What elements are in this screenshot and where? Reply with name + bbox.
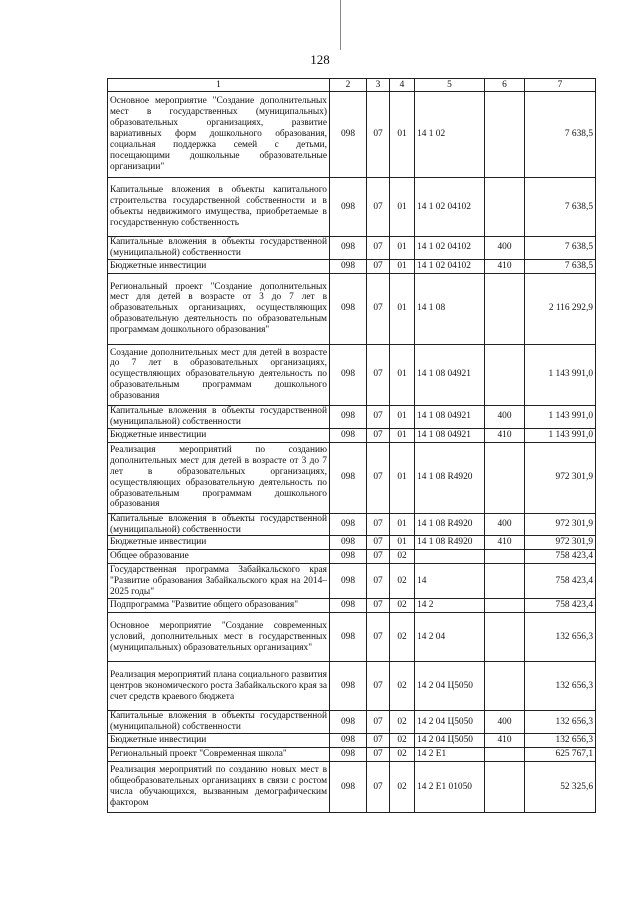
- expense-type-code: [485, 178, 525, 237]
- subsection-code: 01: [390, 344, 415, 405]
- section-code: 07: [367, 550, 390, 564]
- expense-type-code: 410: [485, 536, 525, 550]
- expense-type-code: [485, 550, 525, 564]
- item-name: Капитальные вложения в объекты государственной (муниципальной) собственности: [108, 237, 330, 260]
- target-article-code: 14 1 02 04102: [415, 237, 485, 260]
- section-code: 07: [367, 564, 390, 599]
- item-name: Общее образование: [108, 550, 330, 564]
- ministry-code: 098: [330, 748, 367, 762]
- expense-type-code: 400: [485, 405, 525, 428]
- item-name: Региональный проект "Современная школа": [108, 748, 330, 762]
- ministry-code: 098: [330, 237, 367, 260]
- amount: 132 656,3: [525, 613, 596, 662]
- ministry-code: 098: [330, 564, 367, 599]
- amount: 132 656,3: [525, 662, 596, 711]
- ministry-code: 098: [330, 178, 367, 237]
- section-code: 07: [367, 613, 390, 662]
- item-name: Бюджетные инвестиции: [108, 734, 330, 748]
- target-article-code: 14 1 08 04921: [415, 405, 485, 428]
- ministry-code: 098: [330, 428, 367, 442]
- table-row: [108, 599, 596, 613]
- section-code: 07: [367, 178, 390, 237]
- target-article-code: 14 1 08: [415, 273, 485, 344]
- amount: 7 638,5: [525, 178, 596, 237]
- target-article-code: 14 1 08 04921: [415, 344, 485, 405]
- budget-table: [107, 78, 596, 813]
- item-name: Основное мероприятие "Создание современных условий, дополнительных мест в государственных (муниципальных) образовательных организациях": [108, 613, 330, 662]
- section-code: 07: [367, 92, 390, 178]
- table-row: [108, 613, 596, 662]
- subsection-code: 01: [390, 428, 415, 442]
- ministry-code: 098: [330, 599, 367, 613]
- expense-type-code: [485, 273, 525, 344]
- expense-type-code: [485, 762, 525, 813]
- column-header: 7: [525, 79, 596, 92]
- section-code: 07: [367, 711, 390, 734]
- table-header-row: [108, 79, 596, 92]
- table-body: [108, 92, 596, 813]
- amount: 1 143 991,0: [525, 405, 596, 428]
- subsection-code: 02: [390, 550, 415, 564]
- target-article-code: 14 1 02 04102: [415, 259, 485, 273]
- column-header: 2: [330, 79, 367, 92]
- subsection-code: 02: [390, 662, 415, 711]
- item-name: Реализация мероприятий по созданию дополнительных мест для детей в возрасте от 3 до 7 лет в образовательных организациях, осуществляющих образовательную деятельность по образовательным программам дошкольного образования: [108, 442, 330, 513]
- table-row: [108, 748, 596, 762]
- column-header: 1: [108, 79, 330, 92]
- expense-type-code: 400: [485, 237, 525, 260]
- table-row: [108, 259, 596, 273]
- target-article-code: 14 2 04: [415, 613, 485, 662]
- table-row: [108, 711, 596, 734]
- subsection-code: 01: [390, 92, 415, 178]
- ministry-code: 098: [330, 344, 367, 405]
- expense-type-code: [485, 344, 525, 405]
- ministry-code: 098: [330, 259, 367, 273]
- subsection-code: 02: [390, 734, 415, 748]
- expense-type-code: [485, 92, 525, 178]
- table-row: [108, 405, 596, 428]
- amount: 758 423,4: [525, 564, 596, 599]
- ministry-code: 098: [330, 734, 367, 748]
- table-row: [108, 273, 596, 344]
- target-article-code: 14 2 E1 01050: [415, 762, 485, 813]
- table-row: [108, 734, 596, 748]
- target-article-code: 14 1 02: [415, 92, 485, 178]
- amount: 132 656,3: [525, 734, 596, 748]
- section-code: 07: [367, 405, 390, 428]
- target-article-code: [415, 550, 485, 564]
- section-code: 07: [367, 734, 390, 748]
- amount: 7 638,5: [525, 92, 596, 178]
- expense-type-code: 400: [485, 711, 525, 734]
- expense-type-code: [485, 599, 525, 613]
- amount: 52 325,6: [525, 762, 596, 813]
- amount: 972 301,9: [525, 442, 596, 513]
- target-article-code: 14 2: [415, 599, 485, 613]
- item-name: Основное мероприятие "Создание дополнительных мест в государственных (муниципальных) образовательных организациях, развитие вариативных форм дошкольного образования, социальная поддержка семей с детьми, посещающими дошкольные образовательные организации": [108, 92, 330, 178]
- target-article-code: 14 2 04 Ц5050: [415, 662, 485, 711]
- target-article-code: 14 1 08 R4920: [415, 442, 485, 513]
- amount: 1 143 991,0: [525, 344, 596, 405]
- subsection-code: 02: [390, 613, 415, 662]
- item-name: Создание дополнительных мест для детей в возрасте до 7 лет в образовательных организациях, осуществляющих образовательную деятельность по образовательным программам дошкольного образования: [108, 344, 330, 405]
- ministry-code: 098: [330, 405, 367, 428]
- subsection-code: 02: [390, 599, 415, 613]
- section-code: 07: [367, 237, 390, 260]
- target-article-code: 14 1 08 04921: [415, 428, 485, 442]
- column-header: 3: [367, 79, 390, 92]
- section-code: 07: [367, 259, 390, 273]
- amount: 758 423,4: [525, 550, 596, 564]
- subsection-code: 01: [390, 237, 415, 260]
- target-article-code: 14 2 04 Ц5050: [415, 734, 485, 748]
- item-name: Капитальные вложения в объекты капитального строительства государственной собственности и в объекты недвижимого имущества, приобретаемые в государственную собственность: [108, 178, 330, 237]
- subsection-code: 02: [390, 762, 415, 813]
- section-code: 07: [367, 428, 390, 442]
- subsection-code: 01: [390, 178, 415, 237]
- ministry-code: 098: [330, 550, 367, 564]
- expense-type-code: [485, 564, 525, 599]
- item-name: Региональный проект "Создание дополнительных мест для детей в возрасте от 3 до 7 лет в образовательных организациях, осуществляющих образовательную деятельность по образовательным программам дошкольного образования": [108, 273, 330, 344]
- section-code: 07: [367, 762, 390, 813]
- item-name: Капитальные вложения в объекты государственной (муниципальной) собственности: [108, 405, 330, 428]
- ministry-code: 098: [330, 92, 367, 178]
- amount: 7 638,5: [525, 259, 596, 273]
- table-row: [108, 442, 596, 513]
- table-row: [108, 428, 596, 442]
- table-row: [108, 513, 596, 536]
- section-code: 07: [367, 513, 390, 536]
- ministry-code: 098: [330, 662, 367, 711]
- table-row: [108, 662, 596, 711]
- item-name: Бюджетные инвестиции: [108, 259, 330, 273]
- ministry-code: 098: [330, 273, 367, 344]
- amount: 1 143 991,0: [525, 428, 596, 442]
- amount: 2 116 292,9: [525, 273, 596, 344]
- table-row: [108, 536, 596, 550]
- item-name: Реализация мероприятий по созданию новых мест в общеобразовательных организациях в связи с ростом числа обучающихся, вызванным демографическим фактором: [108, 762, 330, 813]
- section-code: 07: [367, 662, 390, 711]
- expense-type-code: 410: [485, 259, 525, 273]
- table-row: [108, 92, 596, 178]
- table-row: [108, 564, 596, 599]
- amount: 132 656,3: [525, 711, 596, 734]
- expense-type-code: [485, 748, 525, 762]
- expense-type-code: 410: [485, 734, 525, 748]
- ministry-code: 098: [330, 711, 367, 734]
- subsection-code: 02: [390, 711, 415, 734]
- column-header: 5: [415, 79, 485, 92]
- expense-type-code: [485, 662, 525, 711]
- expense-type-code: 400: [485, 513, 525, 536]
- ministry-code: 098: [330, 613, 367, 662]
- amount: 625 767,1: [525, 748, 596, 762]
- subsection-code: 01: [390, 405, 415, 428]
- item-name: Капитальные вложения в объекты государственной (муниципальной) собственности: [108, 513, 330, 536]
- table-row: [108, 178, 596, 237]
- amount: 7 638,5: [525, 237, 596, 260]
- section-code: 07: [367, 599, 390, 613]
- subsection-code: 02: [390, 564, 415, 599]
- ministry-code: 098: [330, 442, 367, 513]
- ministry-code: 098: [330, 762, 367, 813]
- expense-type-code: [485, 442, 525, 513]
- subsection-code: 01: [390, 536, 415, 550]
- item-name: Реализация мероприятий плана социального развития центров экономического роста Забайкальского края за счет средств краевого бюджета: [108, 662, 330, 711]
- amount: 972 301,9: [525, 513, 596, 536]
- subsection-code: 02: [390, 748, 415, 762]
- page-number: 128: [310, 52, 330, 67]
- amount: 972 301,9: [525, 536, 596, 550]
- margin-line: [340, 0, 341, 50]
- ministry-code: 098: [330, 513, 367, 536]
- target-article-code: 14 1 08 R4920: [415, 536, 485, 550]
- section-code: 07: [367, 344, 390, 405]
- subsection-code: 01: [390, 273, 415, 344]
- item-name: Государственная программа Забайкальского края "Развитие образования Забайкальского края на 2014–2025 годы": [108, 564, 330, 599]
- target-article-code: 14 2 E1: [415, 748, 485, 762]
- table-row: [108, 550, 596, 564]
- item-name: Бюджетные инвестиции: [108, 428, 330, 442]
- amount: 758 423,4: [525, 599, 596, 613]
- subsection-code: 01: [390, 513, 415, 536]
- expense-type-code: [485, 613, 525, 662]
- column-header: 4: [390, 79, 415, 92]
- item-name: Подпрограмма "Развитие общего образования": [108, 599, 330, 613]
- table-row: [108, 237, 596, 260]
- item-name: Капитальные вложения в объекты государственной (муниципальной) собственности: [108, 711, 330, 734]
- subsection-code: 01: [390, 259, 415, 273]
- table-row: [108, 344, 596, 405]
- target-article-code: 14 1 08 R4920: [415, 513, 485, 536]
- section-code: 07: [367, 748, 390, 762]
- column-header: 6: [485, 79, 525, 92]
- section-code: 07: [367, 536, 390, 550]
- target-article-code: 14: [415, 564, 485, 599]
- subsection-code: 01: [390, 442, 415, 513]
- ministry-code: 098: [330, 536, 367, 550]
- expense-type-code: 410: [485, 428, 525, 442]
- item-name: Бюджетные инвестиции: [108, 536, 330, 550]
- section-code: 07: [367, 442, 390, 513]
- target-article-code: 14 2 04 Ц5050: [415, 711, 485, 734]
- target-article-code: 14 1 02 04102: [415, 178, 485, 237]
- section-code: 07: [367, 273, 390, 344]
- table-row: [108, 762, 596, 813]
